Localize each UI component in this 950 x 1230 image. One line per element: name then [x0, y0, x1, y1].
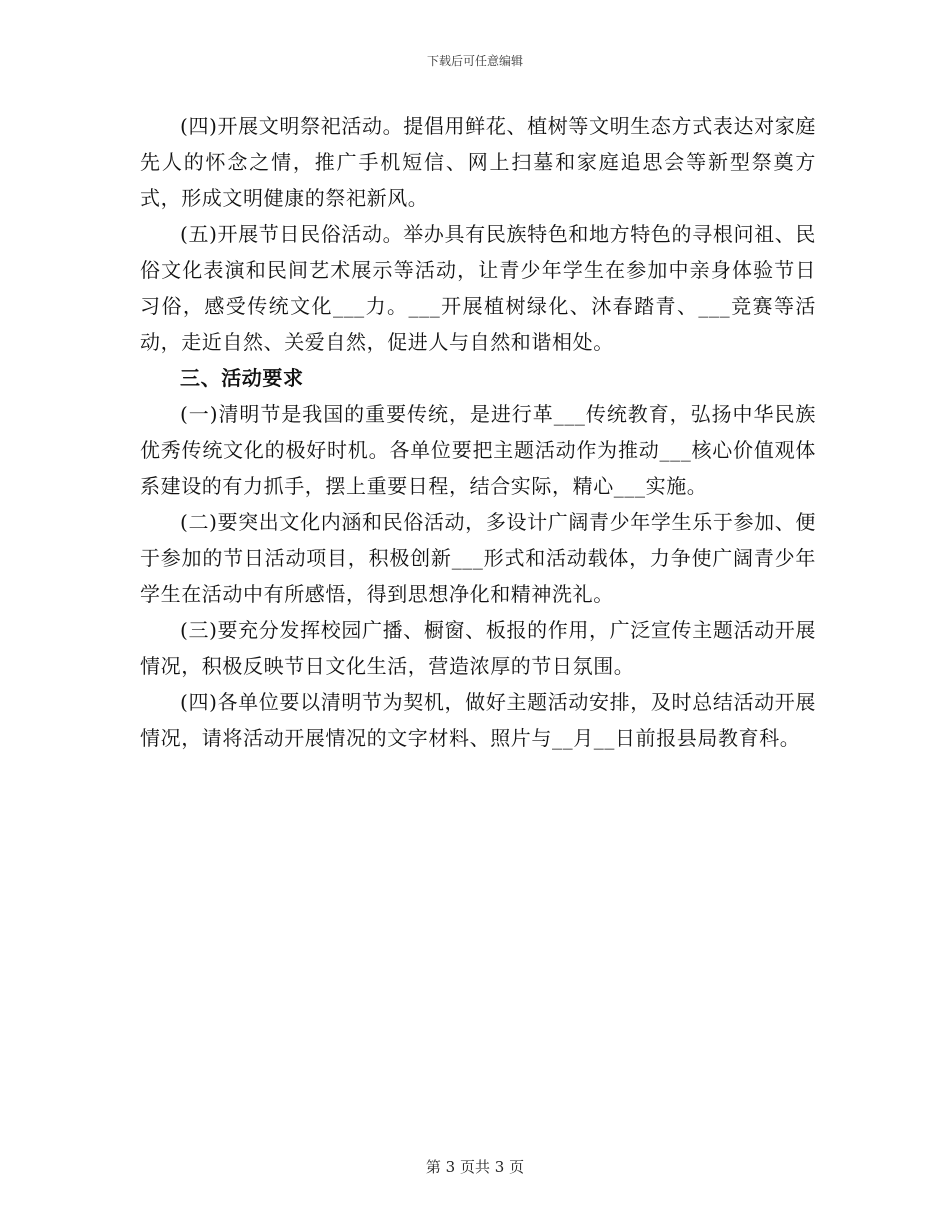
page-header: 下载后可任意编辑 — [426, 54, 523, 68]
paragraph-requirement-4: (四)各单位要以清明节为契机，做好主题活动安排，及时总结活动开展情况，请将活动开展情况的文字材料、照片与__月__日前报县局教育科。 — [140, 690, 816, 750]
page-footer: 第 3 页共 3 页 — [425, 1158, 525, 1176]
paragraph-civilized-memorial: (四)开展文明祭祀活动。提倡用鲜花、植树等文明生态方式表达对家庭先人的怀念之情，推广手机短信、网上扫墓和家庭追思会等新型祭奠方式，形成文明健康的祭祀新风。 — [140, 114, 816, 210]
section-heading-requirements: 三、活动要求 — [180, 366, 304, 390]
paragraph-folk-activities: (五)开展节日民俗活动。举办具有民族特色和地方特色的寻根问祖、民俗文化表演和民间艺术展示等活动，让青少年学生在参加中亲身体验节日习俗，感受传统文化___力。___开展植树绿化、沐春踏青、___竞赛等活动，走近自然、关爱自然，促进人与自然和谐相处。 — [140, 222, 816, 354]
document-body — [140, 108, 816, 756]
paragraph-requirement-1: (一)清明节是我国的重要传统，是进行革___传统教育，弘扬中华民族优秀传统文化的极好时机。各单位要把主题活动作为推动___核心价值观体系建设的有力抓手，摆上重要日程，结合实际，精心___实施。 — [140, 402, 816, 498]
paragraph-requirement-3: (三)要充分发挥校园广播、橱窗、板报的作用，广泛宣传主题活动开展情况，积极反映节日文化生活，营造浓厚的节日氛围。 — [140, 618, 816, 678]
paragraph-requirement-2: (二)要突出文化内涵和民俗活动，多设计广阔青少年学生乐于参加、便于参加的节日活动项目，积极创新___形式和活动载体，力争使广阔青少年学生在活动中有所感悟，得到思想净化和精神洗礼。 — [140, 510, 816, 606]
